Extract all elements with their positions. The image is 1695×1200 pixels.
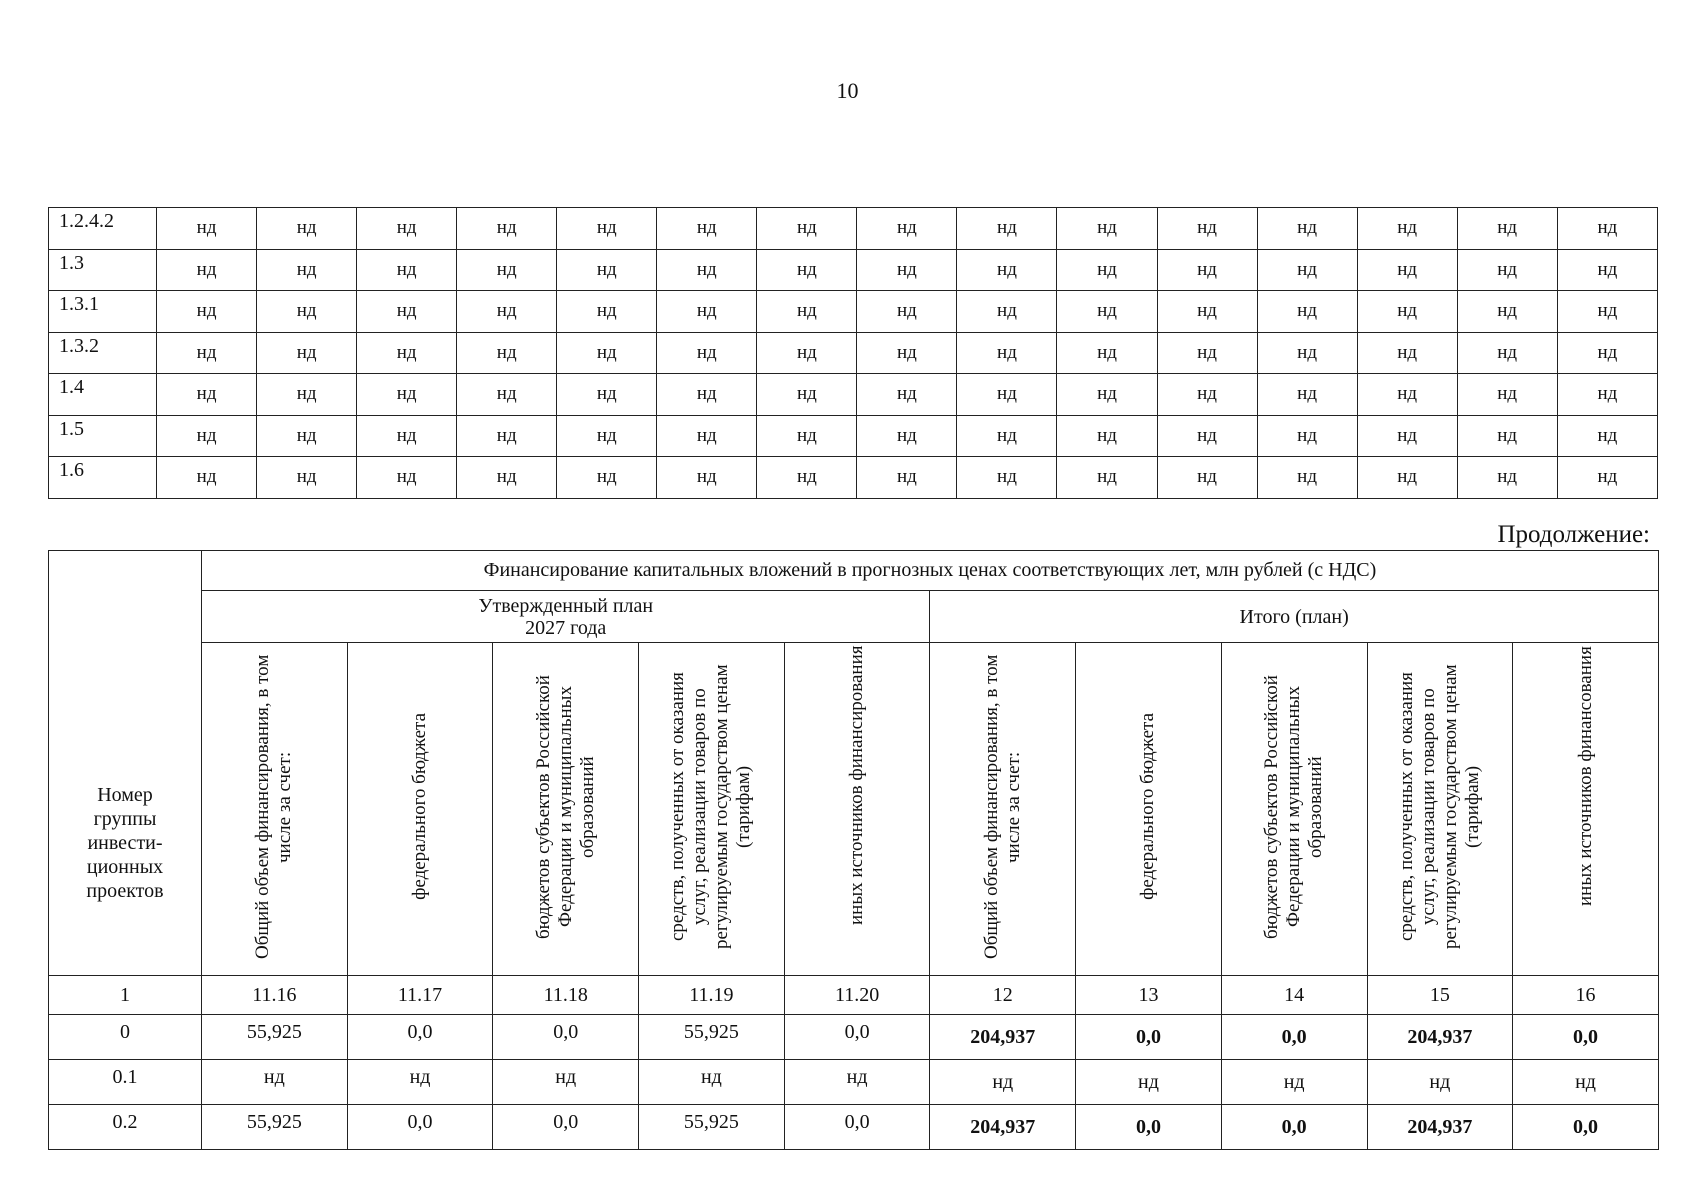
table-cell: 204,937 — [930, 1105, 1076, 1150]
table-cell: нд — [1157, 457, 1257, 499]
table-cell: нд — [557, 249, 657, 291]
column-header-text: федерального бюджета — [409, 713, 431, 900]
column-number-row — [49, 976, 1659, 1015]
table-row — [49, 374, 1658, 416]
table-cell: нд — [357, 415, 457, 457]
table-cell: нд — [757, 249, 857, 291]
table-cell: нд — [639, 1060, 785, 1105]
table-cell: нд — [1057, 415, 1157, 457]
row-label: 1.3 — [49, 249, 157, 291]
table-cell: нд — [1357, 374, 1457, 416]
table-cell: нд — [1513, 1060, 1659, 1105]
table-cell: нд — [1257, 332, 1357, 374]
table-continued-rows — [48, 207, 1658, 499]
table-cell: нд — [157, 374, 257, 416]
table-cell: нд — [257, 415, 357, 457]
group-header-approved-plan-line2: 2027 года — [525, 616, 607, 639]
table-cell: нд — [857, 249, 957, 291]
table-cell: нд — [1557, 332, 1657, 374]
table-cell: 0,0 — [493, 1105, 639, 1150]
table-cell: нд — [757, 415, 857, 457]
main-header: Финансирование капитальных вложений в прогнозных ценах соответствующих лет, млн рублей (с НДС) — [202, 551, 1659, 591]
table-cell: нд — [157, 457, 257, 499]
table-cell: нд — [557, 332, 657, 374]
table-cell: нд — [257, 208, 357, 250]
column-header-text: средств, полученных от оказания услуг, реализации товаров по регулируемым государством ценам (тарифам) — [667, 664, 755, 949]
column-header-text: средств, полученных от оказания услуг, реализации товаров по регулируемым государством ценам (тарифам) — [1395, 664, 1483, 949]
table-cell: 55,925 — [639, 1105, 785, 1150]
table-cell: нд — [1057, 208, 1157, 250]
column-header-rotated — [930, 643, 1076, 976]
table-cell: нд — [757, 332, 857, 374]
table-cell: 55,925 — [202, 1015, 348, 1060]
page-number: 10 — [836, 78, 859, 103]
table-cell: нд — [1457, 332, 1557, 374]
column-header-text: бюджетов субъектов Российской Федерации и муниципальных образований — [532, 674, 598, 939]
table-cell: нд — [1257, 415, 1357, 457]
table-cell: нд — [784, 1060, 930, 1105]
table-cell: нд — [457, 457, 557, 499]
table-cell: нд — [457, 415, 557, 457]
table-cell: 0,0 — [493, 1015, 639, 1060]
column-number: 13 — [1076, 976, 1222, 1015]
table-cell: нд — [1457, 415, 1557, 457]
table-cell: нд — [857, 208, 957, 250]
column-number: 11.16 — [202, 976, 348, 1015]
table-cell: нд — [1257, 291, 1357, 333]
table-cell: нд — [457, 291, 557, 333]
table-cell: нд — [1221, 1060, 1367, 1105]
row-label: 1.6 — [49, 457, 157, 499]
table-cell: нд — [557, 415, 657, 457]
table-cell: нд — [857, 415, 957, 457]
row-label: 1.3.2 — [49, 332, 157, 374]
table-cell: нд — [1457, 374, 1557, 416]
row-label: 1.5 — [49, 415, 157, 457]
table-row — [49, 457, 1658, 499]
continuation-label: Продолжение: — [1497, 521, 1650, 548]
table-row — [49, 1060, 1659, 1105]
table-cell: нд — [457, 249, 557, 291]
table-cell: нд — [257, 374, 357, 416]
table-cell: 204,937 — [1367, 1015, 1513, 1060]
table-cell: нд — [1557, 457, 1657, 499]
table-cell: нд — [930, 1060, 1076, 1105]
table-cell: нд — [957, 457, 1057, 499]
column-header-text: Общий объем финансирования, в том числе за счет: — [980, 654, 1024, 959]
table-cell: нд — [357, 457, 457, 499]
table-cell: нд — [757, 374, 857, 416]
table-row — [49, 1105, 1659, 1150]
table-cell: нд — [557, 374, 657, 416]
table-cell: 0,0 — [1513, 1105, 1659, 1150]
table-cell: нд — [1357, 332, 1457, 374]
table-cell: нд — [457, 208, 557, 250]
table-cell: нд — [1157, 291, 1257, 333]
table-row — [49, 291, 1658, 333]
table-cell: 204,937 — [930, 1015, 1076, 1060]
table-cell: нд — [1057, 457, 1157, 499]
table-cell: 0,0 — [784, 1015, 930, 1060]
table-cell: нд — [202, 1060, 348, 1105]
column-number: 16 — [1513, 976, 1659, 1015]
column-number: 14 — [1221, 976, 1367, 1015]
table-cell: нд — [957, 332, 1057, 374]
table-cell: нд — [457, 332, 557, 374]
table-cell: нд — [257, 249, 357, 291]
table-cell: нд — [1367, 1060, 1513, 1105]
financing-table — [48, 550, 1659, 1150]
row-label: 0.1 — [49, 1060, 202, 1105]
table-cell: нд — [557, 291, 657, 333]
table-cell: нд — [357, 332, 457, 374]
column-number: 11.18 — [493, 976, 639, 1015]
table-row — [49, 249, 1658, 291]
table-cell: нд — [1557, 208, 1657, 250]
column-header-rotated — [347, 643, 493, 976]
table-cell: нд — [757, 208, 857, 250]
table-cell: нд — [257, 332, 357, 374]
table-cell: 0,0 — [1221, 1105, 1367, 1150]
group-header-total-plan: Итого (план) — [930, 591, 1658, 643]
table-cell: нд — [1557, 374, 1657, 416]
column-header-text: бюджетов субъектов Российской Федерации и муниципальных образований — [1261, 674, 1327, 939]
column-header-rotated — [202, 643, 348, 976]
table-cell: 0,0 — [347, 1015, 493, 1060]
table-cell: нд — [1257, 374, 1357, 416]
table-cell: нд — [857, 457, 957, 499]
table-cell: нд — [957, 415, 1057, 457]
table-cell: нд — [1157, 208, 1257, 250]
table-cell: нд — [1257, 249, 1357, 291]
table-cell: нд — [1157, 332, 1257, 374]
column-header-rotated — [1367, 643, 1513, 976]
table-cell: нд — [957, 249, 1057, 291]
table-cell: нд — [157, 332, 257, 374]
table-cell: нд — [1557, 249, 1657, 291]
table-cell: 0,0 — [1076, 1015, 1222, 1060]
table-row — [49, 208, 1658, 250]
table-cell: нд — [257, 457, 357, 499]
table-cell: 0,0 — [1513, 1015, 1659, 1060]
table-cell: нд — [1357, 208, 1457, 250]
table-cell: нд — [1357, 291, 1457, 333]
table-cell: нд — [857, 291, 957, 333]
table-cell: нд — [1357, 249, 1457, 291]
table-cell: нд — [657, 374, 757, 416]
table-cell: нд — [657, 249, 757, 291]
table-cell: нд — [1057, 249, 1157, 291]
column-header-rotated — [639, 643, 785, 976]
group-header-approved-plan — [202, 591, 930, 643]
table-cell: 204,937 — [1367, 1105, 1513, 1150]
table-cell: нд — [857, 374, 957, 416]
table-row — [49, 1015, 1659, 1060]
table-cell: нд — [1557, 291, 1657, 333]
row-label: 1.2.4.2 — [49, 208, 157, 250]
table-cell: нд — [257, 291, 357, 333]
table-cell: 0,0 — [1221, 1015, 1367, 1060]
column-number: 1 — [49, 976, 202, 1015]
table-cell: нд — [357, 291, 457, 333]
column-number: 11.19 — [639, 976, 785, 1015]
table-cell: нд — [757, 457, 857, 499]
table-cell: нд — [1457, 291, 1557, 333]
table-cell: нд — [657, 291, 757, 333]
table-cell: нд — [1357, 415, 1457, 457]
row-label: 1.4 — [49, 374, 157, 416]
table-cell: нд — [347, 1060, 493, 1105]
table-cell: нд — [957, 374, 1057, 416]
column-header-text: Общий объем финансирования, в том числе за счет: — [252, 654, 296, 959]
table-cell: нд — [1357, 457, 1457, 499]
table-cell: нд — [657, 457, 757, 499]
table-cell: нд — [493, 1060, 639, 1105]
column-header-rotated — [784, 643, 930, 976]
table-cell: нд — [957, 208, 1057, 250]
table-cell: нд — [1157, 415, 1257, 457]
column-header-text: иных источников финансирования — [846, 645, 868, 925]
table-cell: нд — [1457, 457, 1557, 499]
table-cell: нд — [457, 374, 557, 416]
table-cell: нд — [357, 208, 457, 250]
table-cell: нд — [1057, 374, 1157, 416]
row-label: 0 — [49, 1015, 202, 1060]
table-cell: 0,0 — [1076, 1105, 1222, 1150]
table-cell: нд — [1257, 208, 1357, 250]
table-cell: нд — [657, 415, 757, 457]
row-label: 1.3.1 — [49, 291, 157, 333]
table-cell: нд — [1076, 1060, 1222, 1105]
table-row — [49, 332, 1658, 374]
table-cell: нд — [1057, 332, 1157, 374]
table-row — [49, 415, 1658, 457]
table-cell: нд — [657, 332, 757, 374]
table-cell: нд — [657, 208, 757, 250]
table-cell: нд — [357, 374, 457, 416]
table-cell: нд — [1557, 415, 1657, 457]
row-label: 0.2 — [49, 1105, 202, 1150]
column-number: 11.17 — [347, 976, 493, 1015]
column-header-rotated — [493, 643, 639, 976]
column-number: 15 — [1367, 976, 1513, 1015]
table-cell: нд — [1457, 249, 1557, 291]
column-number: 11.20 — [784, 976, 930, 1015]
table-cell: нд — [157, 249, 257, 291]
table-cell: нд — [757, 291, 857, 333]
column-header-rotated — [1513, 643, 1659, 976]
table-cell: нд — [1057, 291, 1157, 333]
row-header-group-number: Номер группы инвести-ционных проектов — [49, 551, 202, 976]
table-cell: нд — [1457, 208, 1557, 250]
column-header-text: федерального бюджета — [1137, 713, 1159, 900]
table-cell: нд — [557, 208, 657, 250]
table-cell: нд — [357, 249, 457, 291]
table-cell: нд — [157, 208, 257, 250]
group-header-approved-plan-line1: Утвержденный план — [478, 594, 654, 617]
column-header-rotated — [1221, 643, 1367, 976]
table-cell: 55,925 — [202, 1105, 348, 1150]
column-header-text: иных источников финансования — [1574, 645, 1596, 906]
table-cell: нд — [1157, 249, 1257, 291]
table-cell: 55,925 — [639, 1015, 785, 1060]
table-cell: нд — [157, 291, 257, 333]
table-cell: нд — [957, 291, 1057, 333]
column-number: 12 — [930, 976, 1076, 1015]
table-cell: нд — [857, 332, 957, 374]
table-cell: 0,0 — [347, 1105, 493, 1150]
table-cell: 0,0 — [784, 1105, 930, 1150]
table-cell: нд — [557, 457, 657, 499]
column-header-rotated — [1076, 643, 1222, 976]
table-cell: нд — [1257, 457, 1357, 499]
table-cell: нд — [1157, 374, 1257, 416]
table-cell: нд — [157, 415, 257, 457]
